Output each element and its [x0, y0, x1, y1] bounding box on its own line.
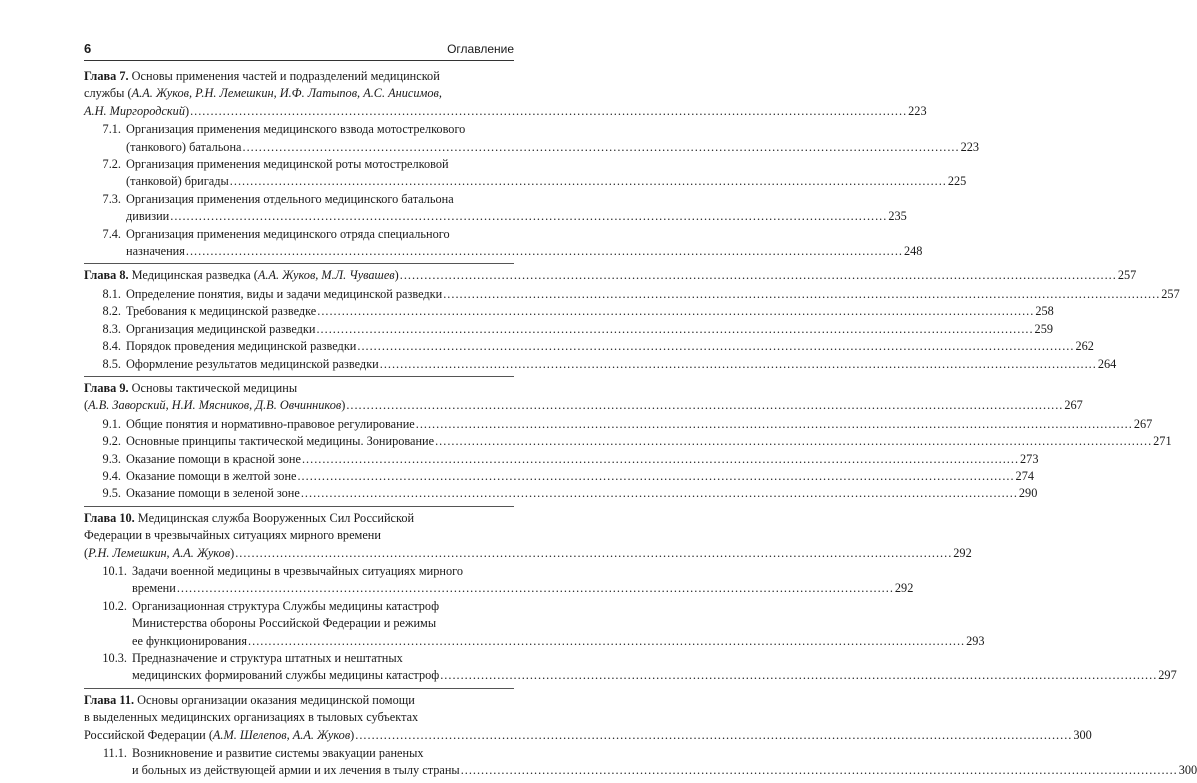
- section-title: Требования к медицинской разведке: [126, 304, 317, 319]
- section-page: 271: [1153, 434, 1172, 449]
- header-rule: [84, 60, 514, 61]
- section-title: Общие понятия и нормативно-правовое регулирование: [126, 416, 415, 431]
- section-page: 292: [894, 581, 914, 596]
- section-title: Основные принципы тактической медицины. Зонирование: [126, 434, 435, 449]
- chapter-page: 257: [1117, 268, 1137, 283]
- section-title-cont: времени: [132, 581, 176, 596]
- section-number: 8.5.: [102, 356, 121, 371]
- chapter-8: [84, 264, 1180, 376]
- section-title: Организация применения медицинского отряда специального: [126, 226, 450, 241]
- section-8-1: [84, 286, 1180, 303]
- section-title: Организация применения медицинского взвода мотострелкового: [126, 122, 466, 137]
- section-number: 8.1.: [102, 286, 121, 301]
- section-number: 9.4.: [102, 468, 121, 483]
- chapter-title: Основы применения частей и подразделений медицинской: [131, 69, 440, 83]
- section-number: 10.3.: [102, 651, 127, 665]
- section-number: 8.3.: [102, 321, 121, 336]
- section-title-cont: назначения: [126, 244, 185, 259]
- section-page: 223: [960, 139, 980, 154]
- section-title: Задачи военной медицины в чрезвычайных ситуациях мирного: [132, 563, 464, 578]
- chapter-7: [84, 65, 980, 264]
- section-title: Организационная структура Службы медицины катастроф: [132, 598, 440, 613]
- chapter-heading: Глава 11. Основы организации оказания медицинской помощи в выделенных медицинских организациях в тыловых субъектах Российской Федерации (А.М. Шелепов, А.А. Жуков) ..... 300: [84, 692, 514, 744]
- section-page: 293: [966, 633, 985, 648]
- chapter-heading: Глава 9. Основы тактической медицины (А.В. Заворский, Н.И. Мясников, Д.В. Овчинников) ..... 267: [84, 380, 514, 415]
- section-title-cont: ее функционирования: [132, 633, 248, 648]
- section-9-2: [84, 433, 1172, 450]
- section-10-3: [84, 650, 1177, 685]
- section-title: Организация медицинской разведки: [126, 321, 316, 336]
- chapter-9: [84, 377, 1172, 507]
- section-number: 7.1.: [102, 122, 121, 137]
- chapter-label: Глава 7.: [84, 69, 129, 83]
- section-9-5: [84, 485, 1038, 502]
- section-number: 9.2.: [102, 434, 121, 449]
- section-number: 7.3.: [102, 191, 121, 206]
- chapter-label: Глава 11.: [84, 692, 135, 707]
- chapter-title-cont: службы (: [84, 86, 132, 101]
- section-page: 258: [1035, 304, 1054, 319]
- section-title-cont: (танковой) бригады: [126, 174, 229, 189]
- chapter-authors: А.А. Жуков, Р.Н. Лемешкин, И.Ф. Латыпов, А.С. Анисимов,: [131, 86, 442, 101]
- section-page: 267: [1133, 416, 1153, 431]
- section-title: Организация применения отдельного медицинского батальона: [126, 191, 454, 206]
- section-number: 7.4.: [102, 226, 121, 241]
- section-page: 264: [1097, 356, 1117, 371]
- section-title-cont: и больных из действующей армии и их лечения в тылу страны: [132, 763, 460, 778]
- section-page: 259: [1034, 321, 1053, 336]
- section-title: Предназначение и структура штатных и нештатных: [132, 651, 403, 665]
- section-title: Порядок проведения медицинской разведки: [126, 339, 357, 354]
- chapter-heading: Глава 8. Медицинская разведка (А.А. Жуков, М.Л. Чувашев) ..... 257: [84, 267, 514, 284]
- chapter-authors: А.В. Заворский, Н.И. Мясников, Д.В. Овчинников: [88, 398, 342, 413]
- section-number: 8.2.: [102, 304, 121, 319]
- chapter-title-cont: в выделенных медицинских организациях в тыловых субъектах: [84, 710, 419, 725]
- section-number: 9.1.: [102, 416, 121, 431]
- chapter-title: Медицинская служба Вооруженных Сил Российской: [137, 510, 415, 525]
- chapter-heading: Глава 10. Медицинская служба Вооруженных Сил Российской Федерации в чрезвычайных ситуациях мирного времени (Р.Н. Лемешкин, А.А. Жуков) ..... 292: [84, 510, 514, 562]
- section-page: 225: [947, 174, 967, 189]
- section-8-3: [84, 321, 1053, 338]
- section-page: 235: [888, 209, 907, 224]
- section-number: 7.2.: [102, 157, 121, 172]
- chapter-title: Основы организации оказания медицинской помощи: [137, 692, 415, 707]
- section-10-2: [84, 598, 985, 650]
- section-7-1: [84, 121, 980, 156]
- section-number: 8.4.: [102, 339, 121, 354]
- section-page: 297: [1158, 668, 1177, 683]
- section-number: 10.1.: [102, 563, 127, 578]
- section-page: 248: [903, 244, 923, 259]
- chapter-label: Глава 8.: [84, 268, 129, 283]
- section-title: Оформление результатов медицинской разведки: [126, 356, 379, 371]
- chapter-page: 292: [953, 545, 972, 560]
- chapter-label: Глава 9.: [84, 380, 129, 395]
- chapter-title: Медицинская разведка (: [131, 268, 258, 283]
- chapter-page: 223: [908, 103, 927, 118]
- chapter-page: 300: [1073, 727, 1092, 742]
- running-title: Оглавление: [447, 42, 514, 56]
- section-page: 274: [1015, 468, 1034, 483]
- chapter-10: [84, 507, 1177, 689]
- section-title-cont: медицинских формирований службы медицины катастроф: [132, 668, 440, 683]
- section-page: 257: [1161, 286, 1180, 301]
- section-number: 9.3.: [102, 451, 121, 466]
- section-title: Определение понятия, виды и задачи медицинской разведки: [126, 286, 443, 301]
- section-page: 262: [1075, 339, 1094, 354]
- section-9-3: [84, 451, 1039, 468]
- chapter-authors: А.А. Жуков, М.Л. Чувашев: [257, 268, 395, 283]
- section-title-cont: Министерства обороны Российской Федерации и режимы: [132, 616, 437, 631]
- chapter-heading: Глава 7. Основы применения частей и подразделений медицинской службы (А.А. Жуков, Р.Н. Лемешкин, И.Ф. Латыпов, А.С. Анисимов, А.Н. Миргородский) ..... 223: [84, 68, 514, 120]
- section-title: Оказание помощи в желтой зоне: [126, 468, 297, 483]
- section-title-cont: дивизии: [126, 209, 170, 224]
- section-8-2: [84, 303, 1054, 320]
- section-page: 273: [1020, 451, 1039, 466]
- chapter-label: Глава 10.: [84, 510, 135, 525]
- section-10-1: [84, 563, 914, 598]
- chapter-title-cont: Федерации в чрезвычайных ситуациях мирного времени: [84, 528, 381, 543]
- chapter-title: Основы тактической медицины: [131, 380, 298, 395]
- section-number: 10.2.: [102, 598, 127, 613]
- table-of-contents: [84, 65, 1197, 783]
- section-title: Оказание помощи в красной зоне: [126, 451, 301, 466]
- section-9-1: [84, 416, 1153, 433]
- section-page: 290: [1018, 486, 1038, 501]
- section-7-3: [84, 191, 907, 226]
- section-8-4: [84, 338, 1094, 355]
- chapter-authors: Р.Н. Лемешкин, А.А. Жуков: [88, 545, 231, 560]
- page-number: 6: [84, 41, 92, 56]
- section-page: 300: [1178, 763, 1197, 778]
- running-header: [84, 41, 514, 56]
- section-number: 9.5.: [102, 486, 121, 501]
- chapter-title-cont: Российской Федерации (: [84, 727, 213, 742]
- section-9-4: [84, 468, 1034, 485]
- section-7-4: [84, 226, 923, 261]
- section-title: Организация применения медицинской роты мотострелковой: [126, 157, 449, 172]
- chapter-11: [84, 689, 1197, 783]
- section-title: Оказание помощи в зеленой зоне: [126, 486, 300, 501]
- section-title-cont: (танкового) батальона: [126, 139, 242, 154]
- section-title: Возникновение и развитие системы эвакуации раненых: [132, 746, 424, 761]
- chapter-authors: А.М. Шелепов, А.А. Жуков: [212, 727, 351, 742]
- chapter-page: 267: [1064, 398, 1083, 413]
- section-8-5: [84, 356, 1117, 373]
- chapter-authors-cont: А.Н. Миргородский: [84, 103, 185, 118]
- section-11-1: [84, 745, 1197, 780]
- section-7-2: [84, 156, 967, 191]
- section-number: 11.1.: [102, 746, 127, 761]
